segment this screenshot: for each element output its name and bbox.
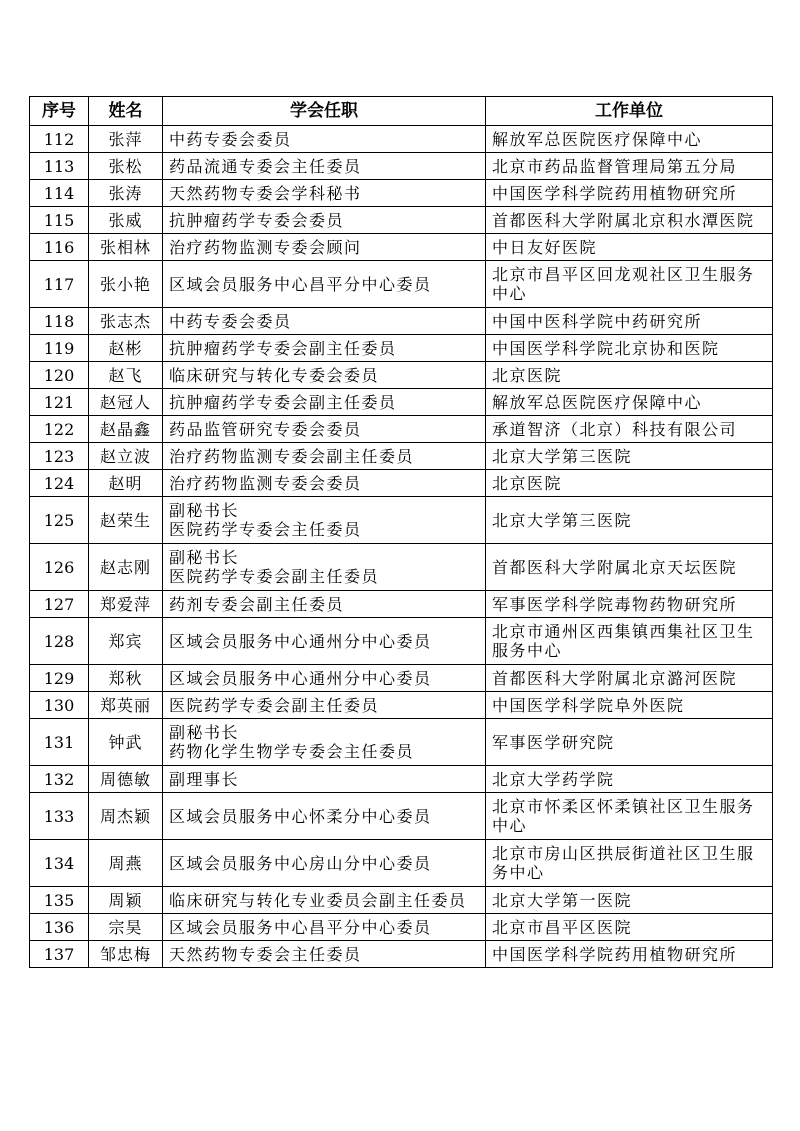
cell-no: 126 [30, 544, 89, 591]
cell-role: 副秘书长 药物化学生物学专委会主任委员 [163, 719, 486, 766]
table-row [30, 618, 773, 665]
cell-no: 134 [30, 840, 89, 887]
cell-no: 122 [30, 416, 89, 443]
cell-no: 135 [30, 887, 89, 914]
cell-name: 张涛 [89, 180, 163, 207]
table-row [30, 308, 773, 335]
cell-role: 抗肿瘤药学专委会委员 [163, 207, 486, 234]
table-row [30, 207, 773, 234]
cell-name: 郑秋 [89, 665, 163, 692]
table-row [30, 941, 773, 968]
cell-name: 赵明 [89, 470, 163, 497]
cell-unit: 北京市昌平区医院 [486, 914, 773, 941]
cell-role: 治疗药物监测专委会顾问 [163, 234, 486, 261]
cell-unit: 首都医科大学附属北京潞河医院 [486, 665, 773, 692]
cell-unit: 北京大学药学院 [486, 766, 773, 793]
table-row [30, 544, 773, 591]
cell-no: 119 [30, 335, 89, 362]
cell-no: 121 [30, 389, 89, 416]
table-row [30, 591, 773, 618]
cell-name: 赵荣生 [89, 497, 163, 544]
cell-role: 副秘书长 医院药学专委会主任委员 [163, 497, 486, 544]
table-row [30, 692, 773, 719]
table-row [30, 416, 773, 443]
table-header-row [30, 97, 773, 126]
cell-name: 赵飞 [89, 362, 163, 389]
cell-name: 张小艳 [89, 261, 163, 308]
cell-role: 区域会员服务中心昌平分中心委员 [163, 914, 486, 941]
cell-role: 抗肿瘤药学专委会副主任委员 [163, 335, 486, 362]
cell-role: 药品流通专委会主任委员 [163, 153, 486, 180]
table-row [30, 234, 773, 261]
table-row [30, 719, 773, 766]
table-row [30, 389, 773, 416]
cell-role: 区域会员服务中心怀柔分中心委员 [163, 793, 486, 840]
cell-no: 114 [30, 180, 89, 207]
cell-role: 临床研究与转化专委会委员 [163, 362, 486, 389]
cell-no: 117 [30, 261, 89, 308]
table-row [30, 335, 773, 362]
cell-name: 周杰颖 [89, 793, 163, 840]
cell-unit: 北京市药品监督管理局第五分局 [486, 153, 773, 180]
table-body [30, 126, 773, 968]
cell-role: 区域会员服务中心通州分中心委员 [163, 665, 486, 692]
cell-no: 120 [30, 362, 89, 389]
cell-role: 药品监管研究专委会委员 [163, 416, 486, 443]
cell-name: 赵晶鑫 [89, 416, 163, 443]
cell-name: 张萍 [89, 126, 163, 153]
cell-unit: 首都医科大学附属北京天坛医院 [486, 544, 773, 591]
member-roster-table [29, 96, 773, 968]
cell-name: 张松 [89, 153, 163, 180]
table-row [30, 180, 773, 207]
cell-name: 赵志刚 [89, 544, 163, 591]
cell-role: 医院药学专委会副主任委员 [163, 692, 486, 719]
table-row [30, 497, 773, 544]
cell-no: 113 [30, 153, 89, 180]
cell-unit: 军事医学研究院 [486, 719, 773, 766]
table-row [30, 443, 773, 470]
cell-unit: 北京市房山区拱辰街道社区卫生服务中心 [486, 840, 773, 887]
cell-name: 周燕 [89, 840, 163, 887]
cell-name: 张威 [89, 207, 163, 234]
cell-unit: 中国医学科学院北京协和医院 [486, 335, 773, 362]
cell-no: 137 [30, 941, 89, 968]
cell-unit: 军事医学科学院毒物药物研究所 [486, 591, 773, 618]
header-role: 学会任职 [163, 97, 486, 126]
cell-unit: 中国医学科学院药用植物研究所 [486, 941, 773, 968]
cell-no: 131 [30, 719, 89, 766]
table-row [30, 153, 773, 180]
cell-no: 128 [30, 618, 89, 665]
cell-no: 125 [30, 497, 89, 544]
cell-name: 钟武 [89, 719, 163, 766]
cell-no: 136 [30, 914, 89, 941]
cell-role: 药剂专委会副主任委员 [163, 591, 486, 618]
cell-unit: 北京医院 [486, 470, 773, 497]
table-row [30, 766, 773, 793]
table-row [30, 261, 773, 308]
cell-role: 抗肿瘤药学专委会副主任委员 [163, 389, 486, 416]
cell-role: 临床研究与转化专业委员会副主任委员 [163, 887, 486, 914]
cell-no: 133 [30, 793, 89, 840]
cell-role: 天然药物专委会主任委员 [163, 941, 486, 968]
cell-role: 区域会员服务中心通州分中心委员 [163, 618, 486, 665]
cell-unit: 解放军总医院医疗保障中心 [486, 389, 773, 416]
table-row [30, 914, 773, 941]
cell-unit: 北京市昌平区回龙观社区卫生服务中心 [486, 261, 773, 308]
cell-name: 郑宾 [89, 618, 163, 665]
cell-role: 中药专委会委员 [163, 126, 486, 153]
cell-name: 宗昊 [89, 914, 163, 941]
cell-no: 129 [30, 665, 89, 692]
table-row [30, 887, 773, 914]
cell-name: 赵立波 [89, 443, 163, 470]
cell-no: 118 [30, 308, 89, 335]
table-row [30, 665, 773, 692]
cell-unit: 中国医学科学院阜外医院 [486, 692, 773, 719]
cell-role: 区域会员服务中心房山分中心委员 [163, 840, 486, 887]
cell-name: 张志杰 [89, 308, 163, 335]
cell-unit: 北京大学第三医院 [486, 497, 773, 544]
cell-role: 副秘书长 医院药学专委会副主任委员 [163, 544, 486, 591]
cell-name: 赵彬 [89, 335, 163, 362]
cell-unit: 中国医学科学院药用植物研究所 [486, 180, 773, 207]
cell-unit: 中日友好医院 [486, 234, 773, 261]
cell-unit: 北京市通州区西集镇西集社区卫生服务中心 [486, 618, 773, 665]
cell-unit: 承道智济（北京）科技有限公司 [486, 416, 773, 443]
header-no: 序号 [30, 97, 89, 126]
table-row [30, 840, 773, 887]
cell-role: 天然药物专委会学科秘书 [163, 180, 486, 207]
cell-no: 112 [30, 126, 89, 153]
cell-no: 115 [30, 207, 89, 234]
cell-name: 郑爱萍 [89, 591, 163, 618]
table-row [30, 362, 773, 389]
cell-unit: 首都医科大学附属北京积水潭医院 [486, 207, 773, 234]
header-unit: 工作单位 [486, 97, 773, 126]
cell-role: 治疗药物监测专委会委员 [163, 470, 486, 497]
cell-unit: 北京大学第三医院 [486, 443, 773, 470]
cell-no: 123 [30, 443, 89, 470]
cell-unit: 北京市怀柔区怀柔镇社区卫生服务中心 [486, 793, 773, 840]
cell-role: 区域会员服务中心昌平分中心委员 [163, 261, 486, 308]
cell-no: 127 [30, 591, 89, 618]
cell-no: 116 [30, 234, 89, 261]
cell-role: 中药专委会委员 [163, 308, 486, 335]
cell-no: 130 [30, 692, 89, 719]
table-row [30, 793, 773, 840]
cell-name: 周德敏 [89, 766, 163, 793]
cell-name: 赵冠人 [89, 389, 163, 416]
cell-role: 治疗药物监测专委会副主任委员 [163, 443, 486, 470]
table-row [30, 126, 773, 153]
cell-role: 副理事长 [163, 766, 486, 793]
cell-name: 周颖 [89, 887, 163, 914]
cell-name: 邹忠梅 [89, 941, 163, 968]
cell-unit: 北京大学第一医院 [486, 887, 773, 914]
cell-name: 郑英丽 [89, 692, 163, 719]
cell-unit: 解放军总医院医疗保障中心 [486, 126, 773, 153]
cell-no: 124 [30, 470, 89, 497]
header-name: 姓名 [89, 97, 163, 126]
cell-no: 132 [30, 766, 89, 793]
cell-unit: 中国中医科学院中药研究所 [486, 308, 773, 335]
cell-unit: 北京医院 [486, 362, 773, 389]
table-row [30, 470, 773, 497]
cell-name: 张相林 [89, 234, 163, 261]
